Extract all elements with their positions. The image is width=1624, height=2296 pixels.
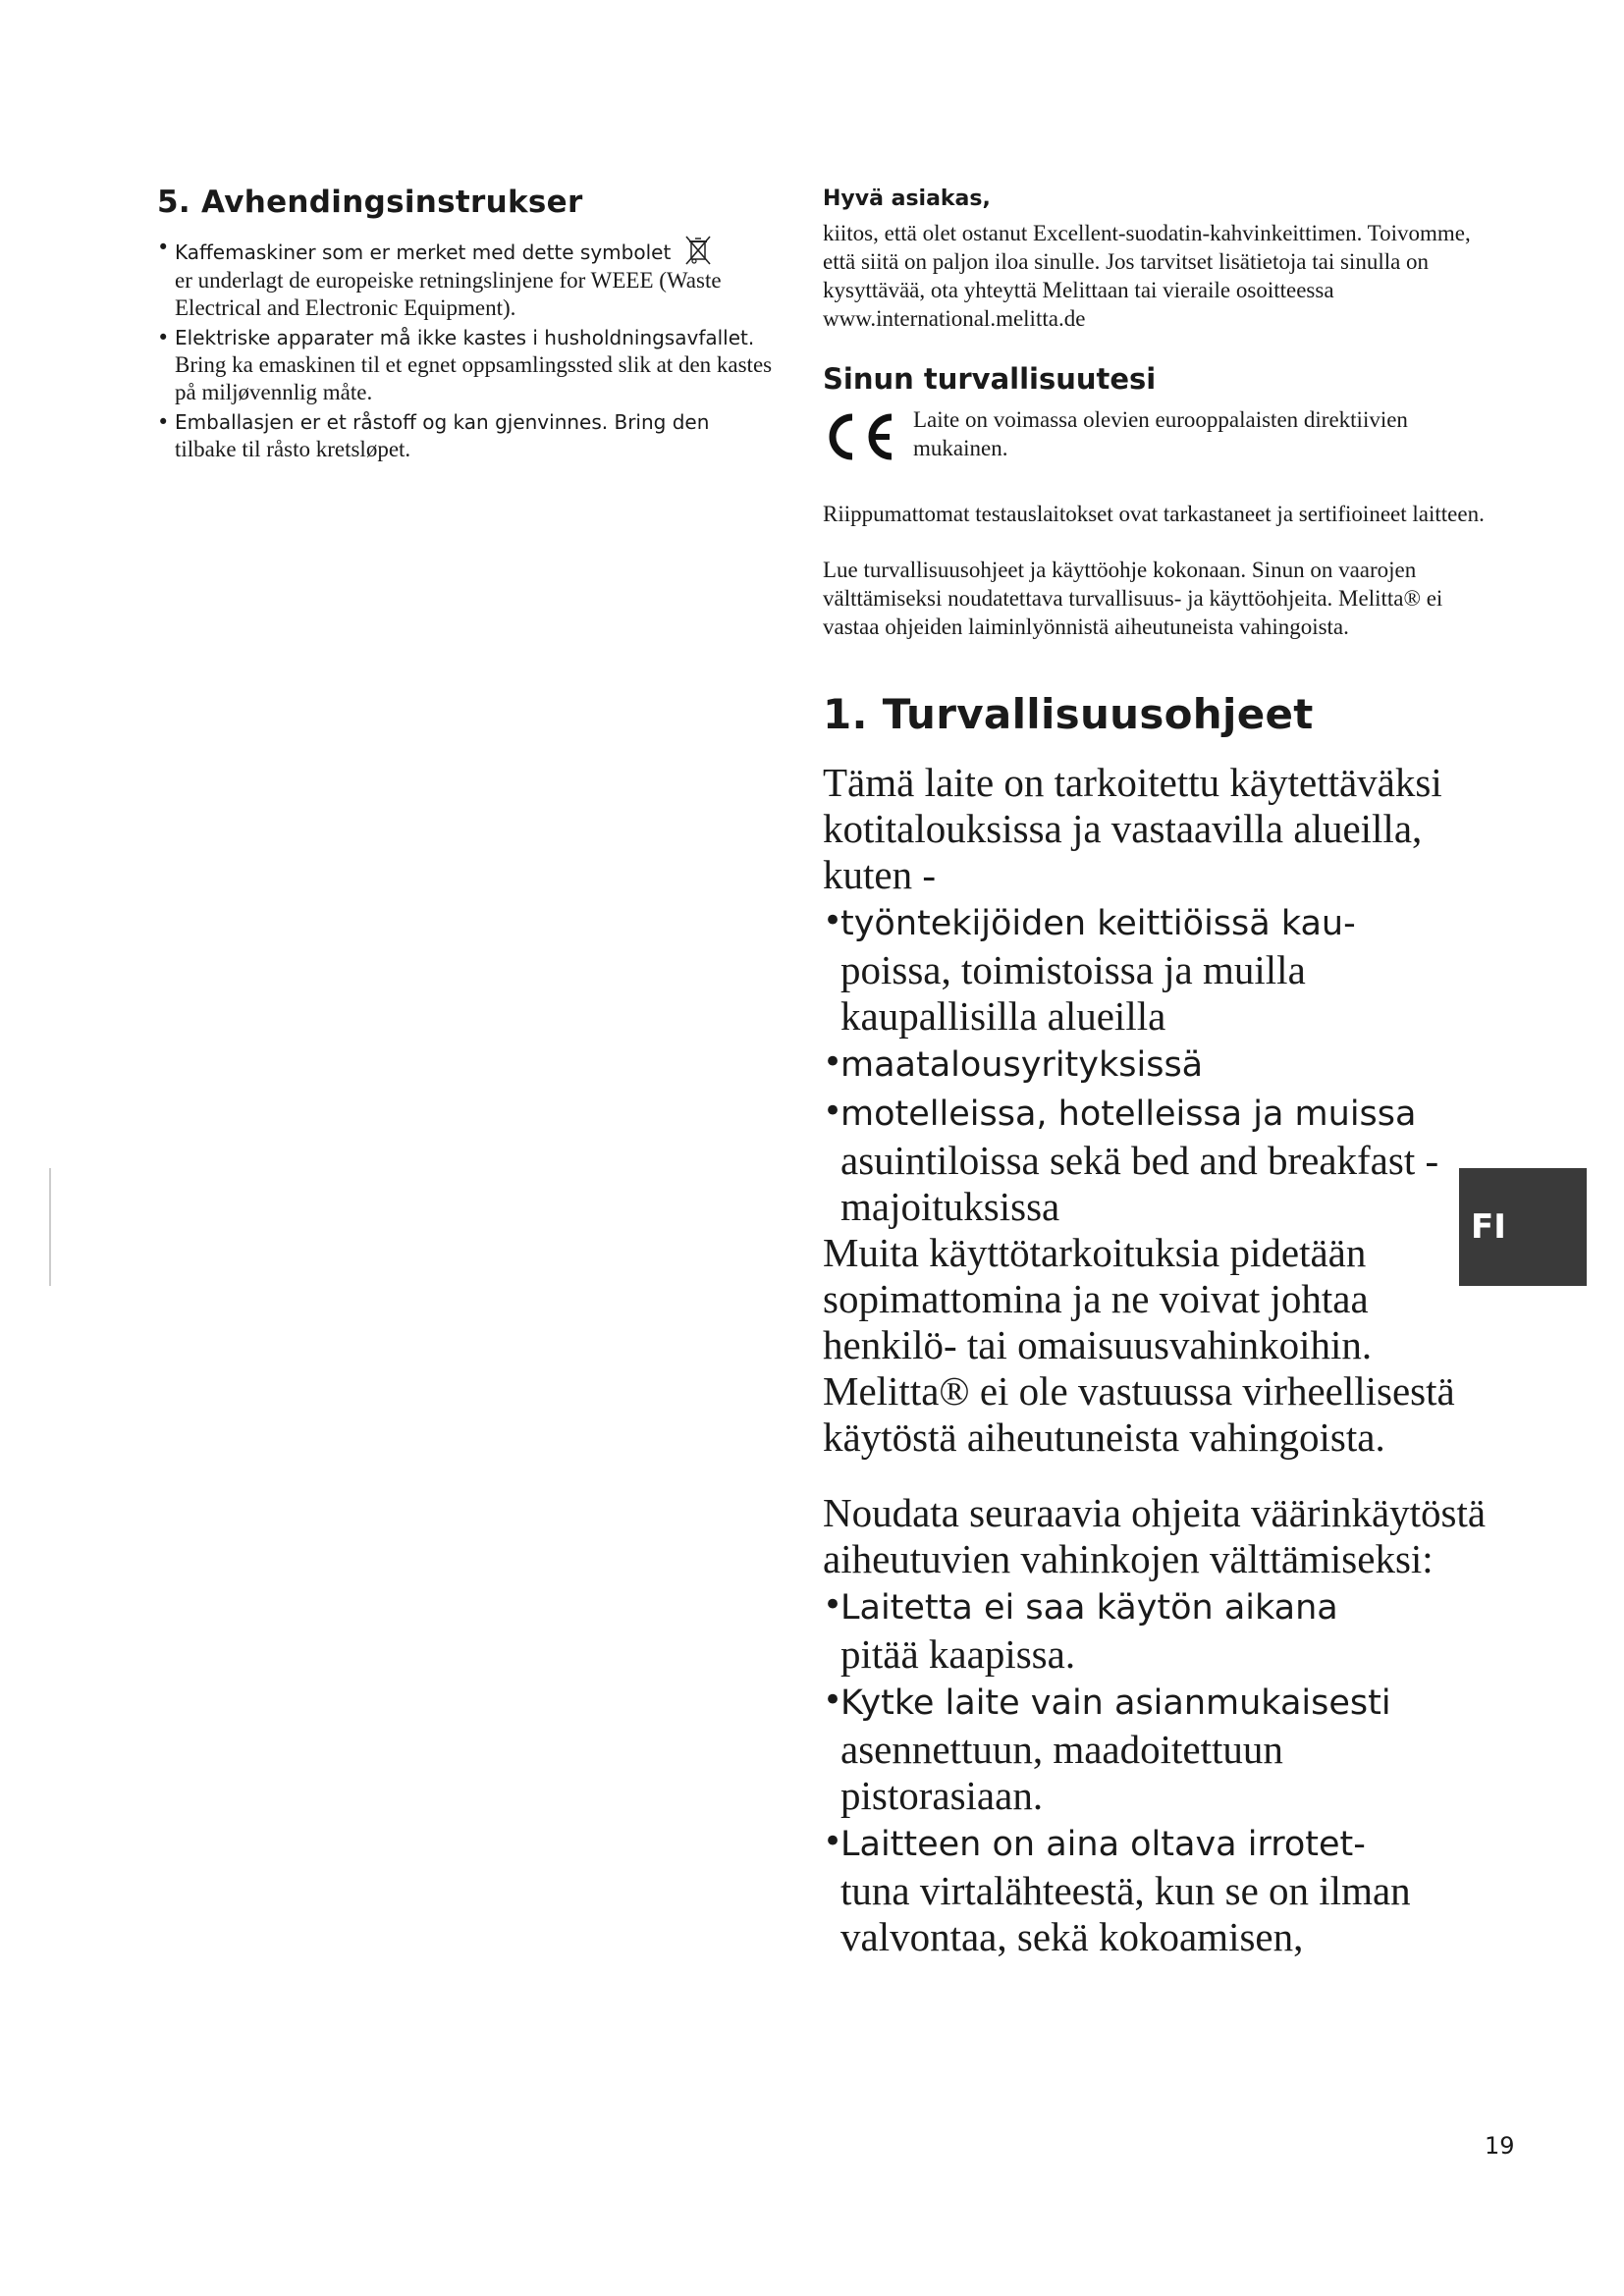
language-tab: FI	[1459, 1168, 1587, 1286]
list-item: • motelleissa, hotelleissa ja muissa asuintiloissa sekä bed and breakfast -majoituksissa	[823, 1092, 1439, 1229]
list-item-text: asuintiloissa sekä bed and breakfast -majoituksissa	[840, 1138, 1439, 1229]
list-item-lead: Kytke laite vain asianmukaisesti	[840, 1683, 1391, 1723]
section-heading: 1. Turvallisuusohjeet	[823, 690, 1314, 738]
list-item-lead: motelleissa, hotelleissa ja muissa	[840, 1095, 1417, 1134]
list-item: • Kaffemaskiner som er merket med dette symbolet er underlagt de europeiske retningslinjene for WEEE (Waste Electrical and Electronic Equipment).	[157, 236, 722, 320]
disposal-heading: 5. Avhendingsinstrukser	[157, 185, 583, 220]
list-item-lead: Kaffemaskiner som er merket med dette symbolet	[175, 240, 672, 264]
ce-block	[823, 405, 1490, 464]
list-item-lead: maatalousyrityksissä	[840, 1045, 1204, 1085]
page-number: 19	[1485, 2132, 1515, 2160]
list-item: • Elektriske apparater må ikke kastes i husholdningsavfallet. Bring ka emaskinen til et egnet oppsamlingssted slik at den kastes på miljøvennlig måte.	[157, 326, 773, 404]
disposal-section	[157, 185, 785, 465]
list-item-text: er underlagt de europeiske retningslinjene for WEEE (Waste Electrical and Electronic Equipment).	[175, 268, 722, 320]
ce-mark-icon	[823, 409, 899, 464]
list-item-lead: Laitteen on aina oltava irrotet-	[840, 1825, 1366, 1864]
list-item-text: poissa, toimistoissa ja muilla kaupallisilla alueilla	[840, 947, 1306, 1039]
list-item-text: tilbake til råsto kretsløpet.	[175, 437, 411, 461]
list-item-text: tuna virtalähteestä, kun se on ilman valvontaa, sekä kokoamisen,	[840, 1868, 1411, 1959]
list-item: • Emballasjen er et råstoff og kan gjenvinnes. Bring den tilbake til råsto kretsløpet.	[157, 410, 710, 461]
purpose-text: Tämä laite on tarkoitettu käytettäväksi kotitalouksissa ja vastaavilla alueilla, kuten -	[823, 760, 1442, 897]
follow-text: Noudata seuraavia ohjeita väärinkäytöstä aiheutuvien vahinkojen välttämiseksi:	[823, 1490, 1487, 1581]
greeting: Hyvä asiakas,	[823, 187, 991, 211]
ce-text: Laite on voimassa olevien eurooppalaisten direktiivien mukainen.	[913, 407, 1408, 460]
list-item: • Kytke laite vain asianmukaisesti asennettuun, maadoitettuun pistorasiaan.	[823, 1681, 1391, 1818]
list-item: • Laitteen on aina oltava irrotet- tuna virtalähteestä, kun se on ilman valvontaa, sekä kokoamisen,	[823, 1822, 1411, 1959]
list-item-lead: Laitetta ei saa käytön aikana	[840, 1588, 1338, 1628]
list-item: • työntekijöiden keittiöissä kau- poissa, toimistoissa ja muilla kaupallisilla alueilla	[823, 901, 1356, 1039]
intro-text: kiitos, että olet ostanut Excellent-suodatin-kahvinkeittimen. Toivomme, että siitä on paljon iloa sinulle. Jos tarvitset lisätietoja tai sinulla on kysyttävää, ota yhteyttä Melittaan tai vieraile osoitteessa www.international.melitta.de	[823, 221, 1471, 331]
list-item-text: asennettuun, maadoitettuun pistorasiaan.	[840, 1727, 1283, 1818]
list-item-lead: Elektriske apparater må ikke kastes i husholdningsavfallet.	[175, 326, 755, 349]
list-item-lead: Emballasjen er et råstoff og kan gjenvinnes. Bring den	[175, 410, 710, 434]
margin-line	[49, 1168, 51, 1286]
safety-heading: Sinun turvallisuutesi	[823, 362, 1157, 396]
read-instructions-text: Lue turvallisuusohjeet ja käyttöohje kokonaan. Sinun on vaarojen välttämiseksi noudatettava turvallisuus- ja käyttöohjeita. Melitta® ei vastaa ohjeiden laiminlyönnistä aiheutuneista vahingoista.	[823, 558, 1443, 639]
weee-bin-icon	[683, 234, 713, 267]
tested-text: Riippumattomat testauslaitokset ovat tarkastaneet ja sertifioineet laitteen.	[823, 502, 1485, 526]
other-use-text: Muita käyttötarkoituksia pidetään sopimattomina ja ne voivat johtaa henkilö- tai omaisuusvahinkoihin. Melitta® ei ole vastuussa virheellisestä käytöstä aiheutuneista vahingoista.	[823, 1230, 1455, 1460]
list-item-text: pitää kaapissa.	[840, 1631, 1076, 1677]
list-item: • Laitetta ei saa käytön aikana pitää kaapissa.	[823, 1585, 1338, 1677]
list-item-text: Bring ka emaskinen til et egnet oppsamlingssted slik at den kastes på miljøvennlig måte.	[175, 352, 773, 404]
finnish-section	[823, 187, 1490, 1960]
list-item: • maatalousyrityksissä	[823, 1042, 1204, 1085]
list-item-lead: työntekijöiden keittiöissä kau-	[840, 904, 1356, 943]
